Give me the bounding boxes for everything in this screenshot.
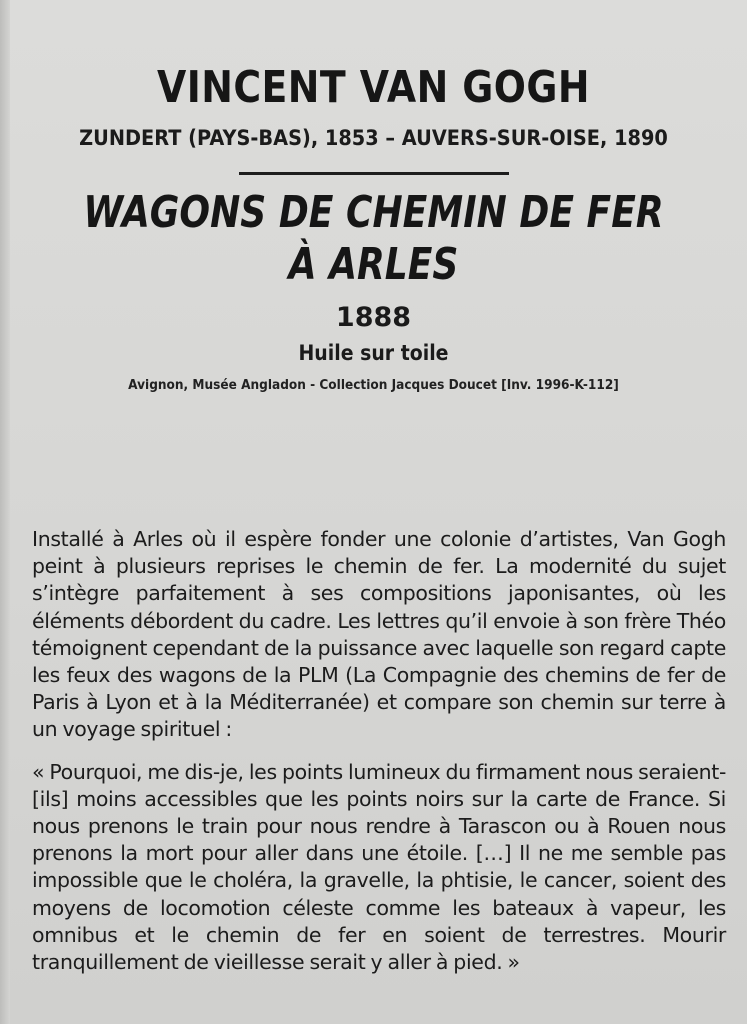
artwork-year: 1888 [335, 302, 412, 333]
description-text [32, 526, 726, 976]
description-paragraph: Installé à Arles où il espère fonder une colonie d’artistes, Van Gogh peint à plusieurs reprises le chemin de fer. La modernité du sujet s’intègre parfaitement à ses compositions japonisantes, où les éléments débordent du cadre. Les lettres qu’il envoie à son frère Théo témoignent cependant de la puissance avec laquelle son regard capte les feux des wagons de la PLM (La Compagnie des chemins de fer de Paris à Lyon et à la Méditerranée) et compare son chemin sur terre à un voyage spirituel : [32, 527, 726, 742]
divider-line [239, 172, 509, 175]
artwork-collection: Avignon, Musée Angladon - Collection Jacques Doucet [Inv. 1996-K-112] [128, 377, 619, 393]
artwork-title-line-1: WAGONS DE CHEMIN DE FER [83, 187, 664, 238]
artwork-title-line-2: À ARLES [288, 239, 459, 290]
letter-quote: « Pourquoi, me dis-je, les points lumineux du firmament nous seraient-[ils] moins accessibles que les points noirs sur la carte de France. Si nous prenons le train pour nous rendre à Tarascon ou à Rouen nous prenons la mort pour aller dans une étoile. […] Il ne me semble pas impossible que le choléra, la gravelle, la phtisie, le cancer, soient des moyens de locomotion céleste comme les bateaux à vapeur, les omnibus et le chemin de fer en soient de terrestres. Mourir tranquillement de vieillesse serait y aller à pied. » [32, 759, 726, 975]
artist-dates: ZUNDERT (PAYS-BAS), 1853 – AUVERS-SUR-OISE, 1890 [79, 126, 668, 150]
label-header [0, 58, 747, 395]
artist-name: VINCENT VAN GOGH [156, 62, 590, 113]
artwork-medium: Huile sur toile [298, 341, 449, 365]
artwork-title [67, 187, 680, 291]
